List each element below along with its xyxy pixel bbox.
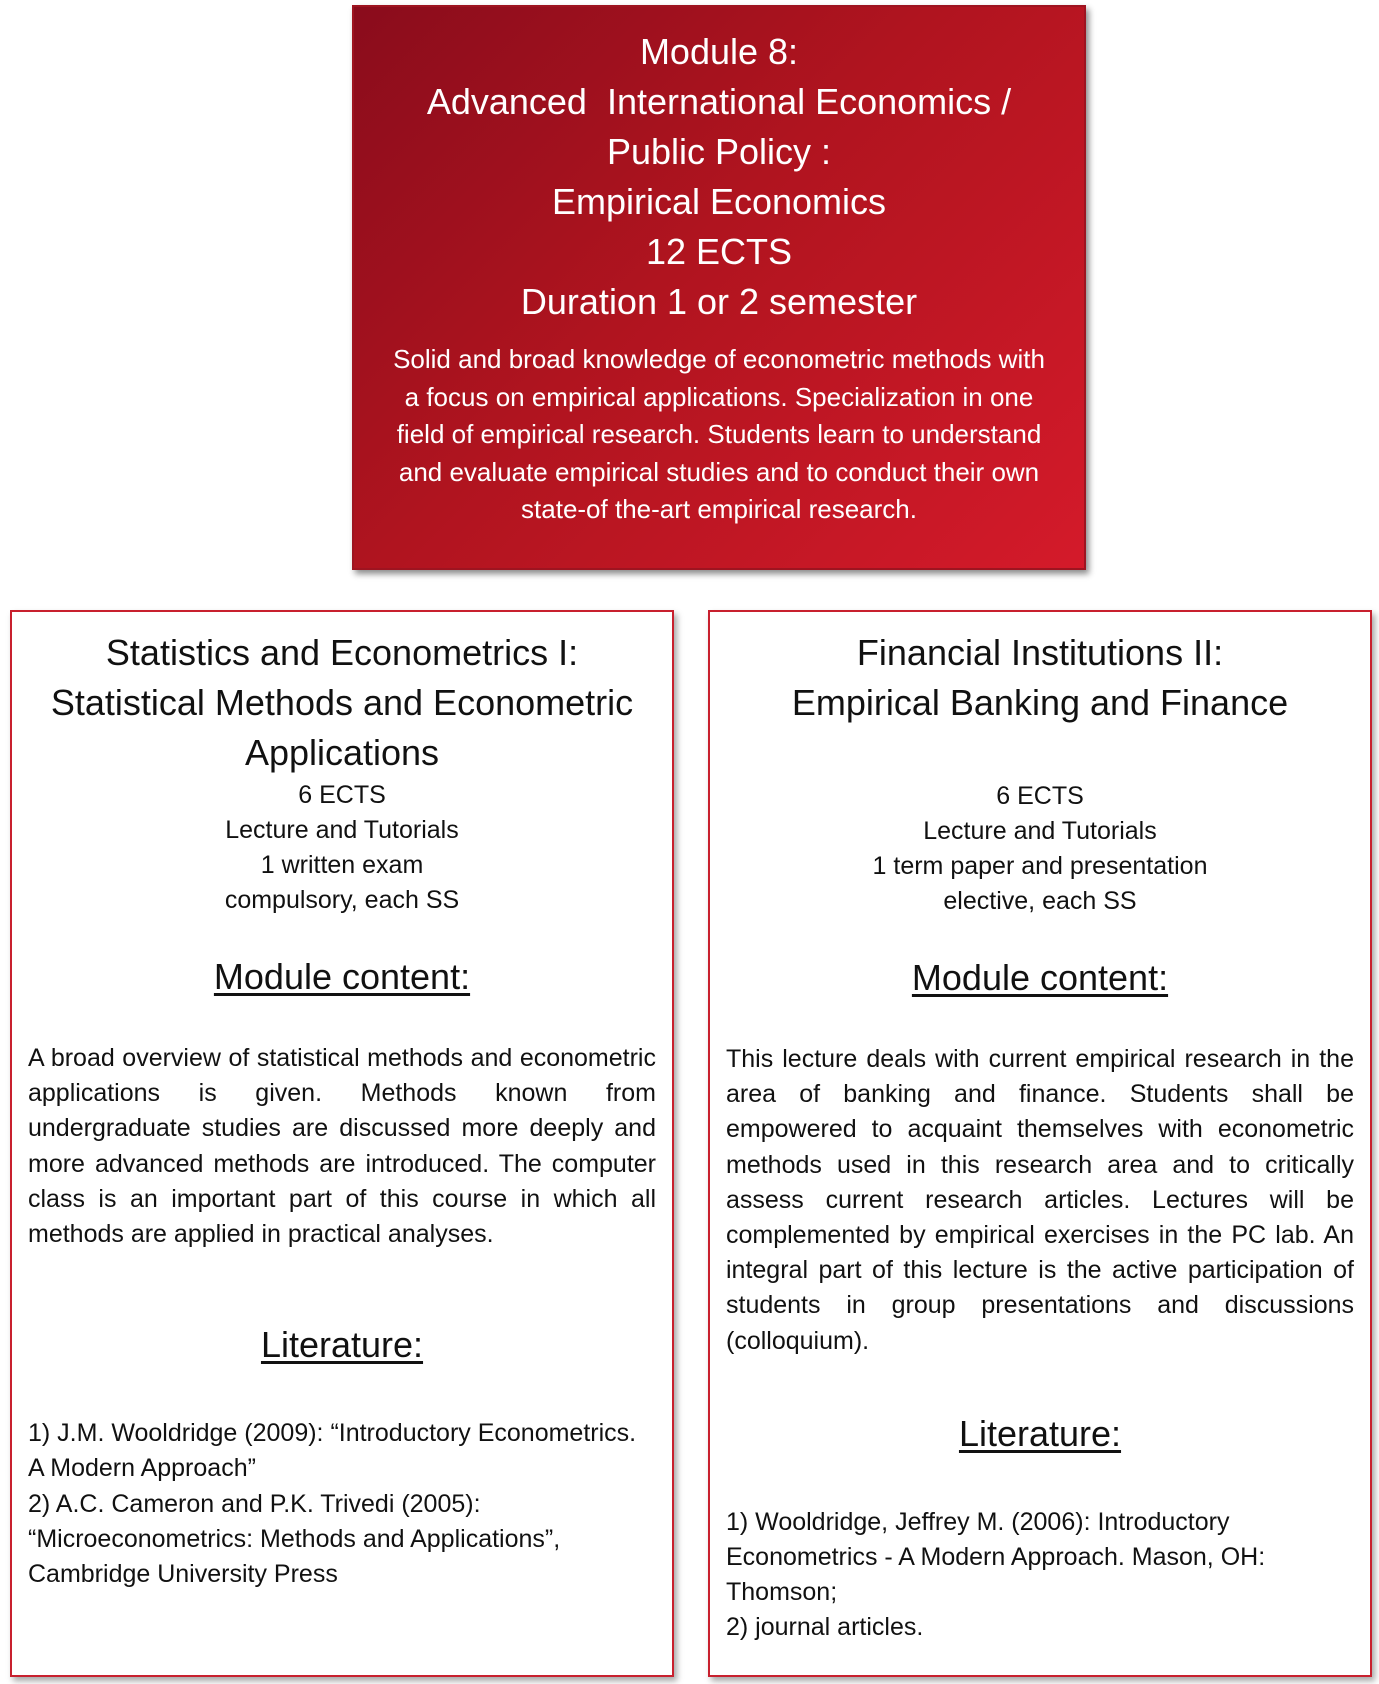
course-format: Lecture and Tutorials <box>225 816 459 844</box>
course-title-line: Statistics and Econometrics I: <box>105 632 579 673</box>
course-title-line: Statistical Methods and Econometric <box>50 682 634 723</box>
literature-heading: Literature: <box>958 1412 1122 1454</box>
course-box-statistics-econometrics <box>10 610 674 1677</box>
course-meta <box>28 778 656 918</box>
module-title-line: Empirical Economics <box>551 181 887 222</box>
module-title-line: Public Policy : <box>606 131 832 172</box>
course-assessment: 1 term paper and presentation <box>872 852 1208 880</box>
course-title-line: Financial Institutions II: <box>856 632 1224 673</box>
course-title <box>726 628 1354 728</box>
module-credits: 12 ECTS <box>645 231 793 272</box>
literature-list <box>28 1416 656 1592</box>
module-title <box>354 27 1084 327</box>
module-content-heading: Module content: <box>213 956 471 997</box>
course-status: compulsory, each SS <box>224 886 460 914</box>
course-box-financial-institutions <box>708 610 1372 1677</box>
module-overview-box <box>352 5 1086 570</box>
module-content-heading: Module content: <box>911 957 1169 998</box>
module-content-text: This lecture deals with current empirical research in the area of banking and finance. Students shall be empowered to acquaint themselves with econometric methods used in this research area and to critically assess current research articles. Lectures will be complemented by empirical exercises in the PC lab. An integral part of this lecture is the active participation of students in group presentations and discussions (colloquium). <box>726 1045 1354 1355</box>
literature-item: 1) J.M. Wooldridge (2009): “Introductory Econometrics. A Modern Approach” <box>28 1419 637 1483</box>
module-description: Solid and broad knowledge of econometric methods with a focus on empirical applications. Specialization in one field of empirical research. Students learn to understand and evaluate empirical studies and to conduct their own state-of the-art empirical research. <box>393 344 1045 524</box>
module-content-text: A broad overview of statistical methods and econometric applications is given. Methods known from undergraduate studies are discussed more deeply and more advanced methods are introduced. The computer class is an important part of this course in which all methods are applied in practical analyses. <box>28 1044 656 1249</box>
course-meta <box>726 779 1354 919</box>
literature-heading: Literature: <box>260 1324 424 1366</box>
literature-item: 2) journal articles. <box>726 1613 924 1642</box>
course-status: elective, each SS <box>943 887 1137 915</box>
module-title-line: Advanced International Economics / <box>426 81 1012 122</box>
course-title-line: Applications <box>244 732 440 773</box>
module-title-line: Module 8: <box>639 31 799 72</box>
module-duration: Duration 1 or 2 semester <box>520 281 918 322</box>
course-credits: 6 ECTS <box>298 781 386 809</box>
literature-item: 1) Wooldridge, Jeffrey M. (2006): Introductory Econometrics - A Modern Approach. Mason, OH: Thomson; <box>726 1507 1266 1607</box>
course-title-line: Empirical Banking and Finance <box>791 682 1289 723</box>
course-assessment: 1 written exam <box>260 851 424 879</box>
literature-list <box>726 1505 1354 1646</box>
course-format: Lecture and Tutorials <box>923 817 1157 845</box>
literature-item: 2) A.C. Cameron and P.K. Trivedi (2005): “Microeconometrics: Methods and Applications”, Cambridge University Press <box>28 1489 561 1589</box>
course-credits: 6 ECTS <box>996 782 1084 810</box>
course-title <box>28 628 656 778</box>
